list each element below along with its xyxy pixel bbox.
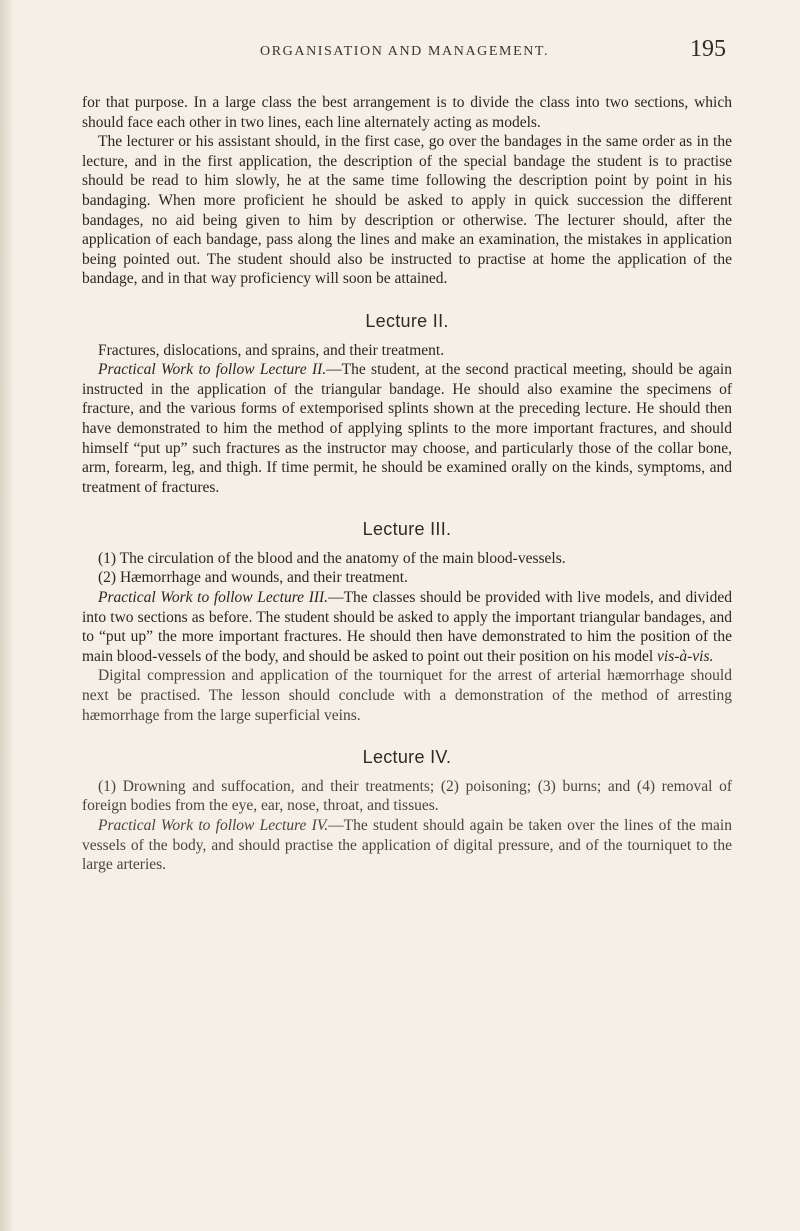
lecture-3-item-1: (1) The circulation of the blood and the anatomy of the main blood-vessels. xyxy=(98,549,566,567)
page-gutter-shadow xyxy=(0,0,14,1231)
lecture-4-practical xyxy=(82,816,732,875)
running-header xyxy=(0,36,800,66)
intro-paragraph-2: The lecturer or his assistant should, in the first case, go over the bandages in the same order as in the lecture, and in the first application, the description of the special bandage the student is to practise should be read to him slowly, he at the same time following the description point by point in his bandaging. When more proficient he should be asked to apply in quick succession the different bandages, no aid being given to him by description or otherwise. The lecturer should, after the application of each bandage, pass along the lines and make an examination, the mistakes in application being pointed out. The student should also be instructed to practise at home the application of the bandage, and in that way proficiency will soon be attained. xyxy=(82,133,732,288)
lecture-2-practical-text: —The student, at the second practical meeting, should be again instructed in the application of the triangular bandage. He should also examine the specimens of fracture, and the various forms of extemporised splints shown at the preceding lecture. He should then have demonstrated to him the method of applying splints to the more important fractures, and should himself “put up” such fractures as the instructor may choose, and particularly those of the collar bone, arm, forearm, leg, and thigh. If time permit, he should be examined orally on the kinds, symptoms, and treatment of fractures. xyxy=(82,361,732,496)
lecture-3-item-2: (2) Hæmorrhage and wounds, and their treatment. xyxy=(98,569,408,587)
lecture-3-digital-compression: Digital compression and application of the tourniquet for the arrest of arterial hæmorrhage should next be practised. The lesson should conclude with a demonstration of the method of arresting hæmorrhage from the large superficial veins. xyxy=(82,667,732,724)
lecture-2-practical xyxy=(82,360,732,497)
page-body xyxy=(82,93,732,875)
lecture-3-practical xyxy=(82,588,732,666)
lecture-2-topic: Fractures, dislocations, and sprains, and their treatment. xyxy=(98,341,445,359)
lecture-4-items: (1) Drowning and suffocation, and their treatments; (2) poisoning; (3) burns; and (4) removal of foreign bodies from the eye, ear, nose, throat, and tissues. xyxy=(82,777,732,815)
lecture-4-heading: Lecture IV. xyxy=(362,747,452,768)
page-number: 195 xyxy=(690,36,726,62)
lecture-3-practical-text: —The classes should be provided with live models, and divided into two sections as before. The student should be asked to apply the important triangular bandages, and to “put up” the more important fractures. He should then have demonstrated to him the position of the main blood-vessels of the body, and should be asked to point out their position on his model xyxy=(82,589,732,665)
lecture-2-heading: Lecture II. xyxy=(365,310,449,331)
lecture-4-practical-text: —The student should again be taken over the lines of the main vessels of the body, and should practise the application of digital pressure, and of the tourniquet to the large arteries. xyxy=(82,817,732,874)
lecture-3-practical-lead: Practical Work to follow Lecture III. xyxy=(98,589,329,607)
lecture-4-practical-lead: Practical Work to follow Lecture IV. xyxy=(98,817,329,834)
lecture-2-practical-lead: Practical Work to follow Lecture II. xyxy=(98,361,327,379)
lecture-3-heading: Lecture III. xyxy=(362,519,452,540)
intro-paragraph-1: for that purpose. In a large class the best arrangement is to divide the class into two sections, which should face each other in two lines, each line alternately acting as models. xyxy=(82,94,732,131)
running-title: ORGANISATION AND MANAGEMENT. xyxy=(260,44,550,59)
lecture-3-vis-a-vis: vis-à-vis. xyxy=(657,647,714,665)
